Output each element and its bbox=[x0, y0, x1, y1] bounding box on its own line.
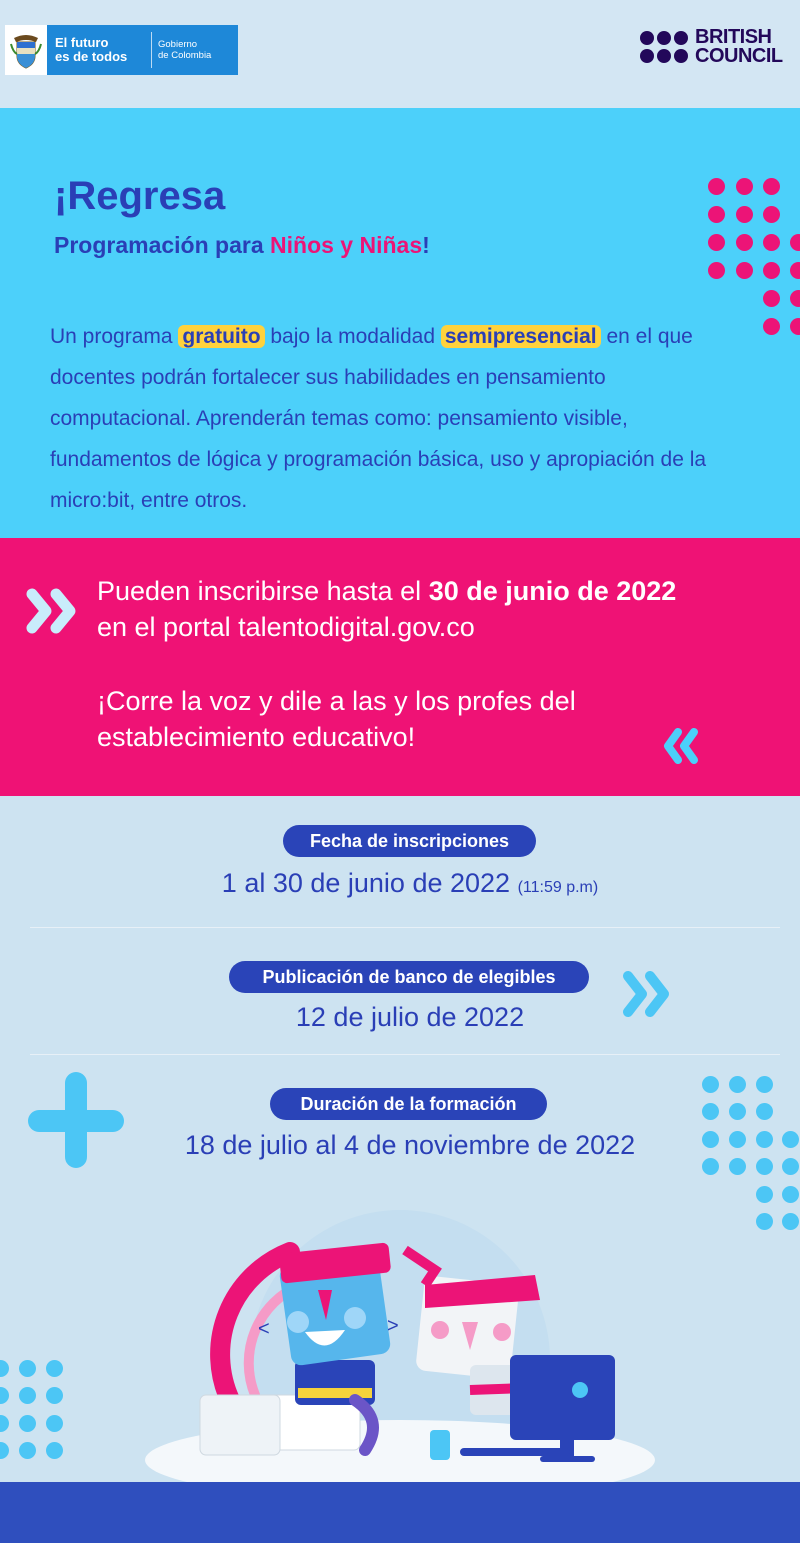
share-line-1: ¡Corre la voz y dile a las y los profes del bbox=[97, 686, 576, 716]
svg-text:>: > bbox=[387, 1315, 399, 1337]
double-chevron-right-icon bbox=[622, 968, 674, 1020]
intro-description: Un programa gratuito bajo la modalidad semipresencial en el que docentes podrán fortalecer sus habilidades en pensamiento computacional. Aprenderán temas como: pensamiento visible, fundamentos de lógica y programación básica, uso y apropiación de la micro:bit, entre otros. bbox=[50, 325, 707, 512]
intro-section bbox=[0, 108, 800, 538]
share-line-2: establecimiento educativo! bbox=[97, 722, 416, 752]
double-chevron-left-icon bbox=[660, 726, 700, 766]
portal-line: en el portal talentodigital.gov.co bbox=[97, 612, 475, 642]
deadline-date: 30 de junio de 2022 bbox=[428, 576, 677, 606]
intro-subtitle: Programación para Niños y Niñas! bbox=[54, 232, 430, 258]
registration-time-note: (11:59 p.m) bbox=[517, 879, 599, 896]
footer-bar bbox=[0, 1482, 800, 1543]
british-council-dots-icon bbox=[640, 31, 688, 63]
british-council-wordmark: BRITISH COUNCIL bbox=[695, 26, 783, 67]
gobierno-colombia-logo bbox=[5, 25, 238, 75]
deadline-line: Pueden inscribirse hasta el 30 de junio de 2022 bbox=[97, 576, 677, 606]
registration-dates-value: 1 al 30 de junio de 2022 (11:59 p.m) bbox=[221, 868, 599, 898]
highlight-gratuito: gratuito bbox=[178, 325, 264, 348]
registration-dates-label: Fecha de inscripciones bbox=[283, 825, 536, 857]
robots-at-computers-illustration bbox=[140, 1190, 660, 1490]
eligible-list-label: Publicación de banco de elegibles bbox=[229, 961, 589, 993]
double-chevron-right-icon bbox=[24, 586, 80, 636]
colombia-coat-of-arms-icon bbox=[5, 25, 47, 75]
registration-callout bbox=[0, 538, 800, 796]
svg-text:<: < bbox=[258, 1318, 270, 1340]
training-duration-label: Duración de la formación bbox=[270, 1088, 547, 1120]
highlight-semipresencial: semipresencial bbox=[441, 325, 601, 348]
header bbox=[0, 0, 800, 108]
eligible-list-value: 12 de julio de 2022 bbox=[295, 1002, 525, 1032]
gov-slogan: El futuro es de todos bbox=[55, 35, 128, 64]
intro-title: ¡Regresa bbox=[54, 174, 226, 218]
gov-name: Gobierno de Colombia bbox=[158, 39, 212, 61]
training-duration-value: 18 de julio al 4 de noviembre de 2022 bbox=[184, 1130, 636, 1160]
british-council-logo bbox=[640, 28, 783, 66]
subtitle-highlight: Niños y Niñas bbox=[270, 232, 423, 258]
